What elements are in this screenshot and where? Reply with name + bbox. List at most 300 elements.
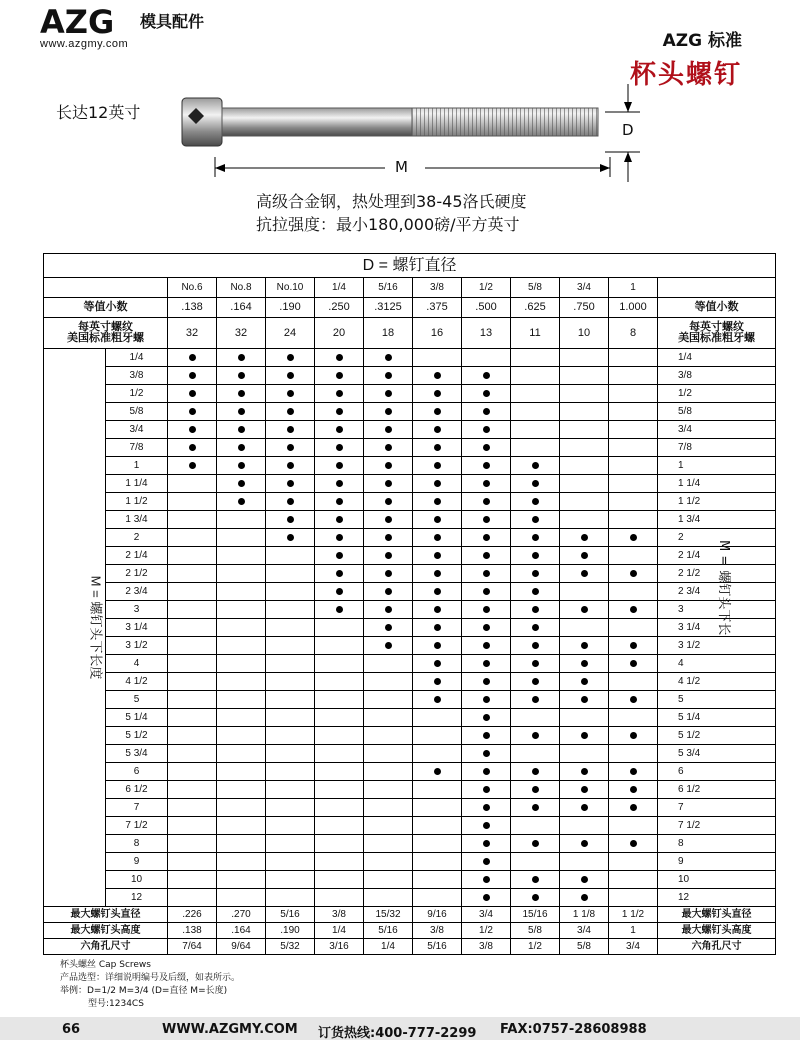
availability-dot bbox=[287, 372, 294, 379]
availability-cell bbox=[217, 799, 266, 817]
availability-dot bbox=[434, 408, 441, 415]
availability-cell bbox=[168, 637, 217, 655]
table-row bbox=[44, 457, 776, 475]
availability-cell bbox=[315, 745, 364, 763]
availability-cell bbox=[315, 403, 364, 421]
length-label-right: 5 bbox=[658, 691, 776, 709]
availability-dot bbox=[287, 534, 294, 541]
availability-cell bbox=[168, 583, 217, 601]
availability-cell bbox=[462, 835, 511, 853]
availability-cell bbox=[609, 817, 658, 835]
availability-cell bbox=[168, 457, 217, 475]
footer-row-value: 3/4 bbox=[609, 939, 658, 955]
footer-row-value: 1/2 bbox=[511, 939, 560, 955]
availability-dot bbox=[385, 552, 392, 559]
availability-dot bbox=[483, 714, 490, 721]
availability-cell bbox=[364, 637, 413, 655]
length-label: 5 1/4 bbox=[106, 709, 168, 727]
availability-cell bbox=[462, 781, 511, 799]
availability-cell bbox=[315, 871, 364, 889]
availability-cell bbox=[462, 889, 511, 907]
availability-dot bbox=[532, 642, 539, 649]
decimal-value: .190 bbox=[266, 298, 315, 318]
availability-cell bbox=[315, 367, 364, 385]
availability-dot bbox=[581, 732, 588, 739]
availability-dot bbox=[189, 408, 196, 415]
footer-row-value: 3/8 bbox=[315, 907, 364, 923]
availability-dot bbox=[483, 570, 490, 577]
availability-cell bbox=[168, 835, 217, 853]
availability-cell bbox=[315, 853, 364, 871]
length-label: 6 1/2 bbox=[106, 781, 168, 799]
product-title: 杯头螺钉 bbox=[629, 60, 742, 90]
availability-cell bbox=[217, 835, 266, 853]
availability-dot bbox=[483, 678, 490, 685]
availability-dot bbox=[336, 390, 343, 397]
availability-cell bbox=[609, 727, 658, 745]
availability-cell bbox=[511, 583, 560, 601]
availability-dot bbox=[483, 390, 490, 397]
availability-cell bbox=[560, 601, 609, 619]
footer-row-value: 1 1/2 bbox=[609, 907, 658, 923]
note-selection: 产品选型：详细说明编号及后缀，如表所示。 bbox=[60, 973, 241, 983]
footer-row-value: .138 bbox=[168, 923, 217, 939]
availability-dot bbox=[189, 390, 196, 397]
availability-dot bbox=[630, 696, 637, 703]
availability-cell bbox=[266, 529, 315, 547]
availability-cell bbox=[413, 889, 462, 907]
availability-dot bbox=[581, 570, 588, 577]
availability-cell bbox=[315, 529, 364, 547]
table-row bbox=[44, 889, 776, 907]
availability-dot bbox=[336, 372, 343, 379]
availability-cell bbox=[217, 871, 266, 889]
length-note: 长达12英寸 bbox=[56, 103, 141, 122]
availability-dot bbox=[581, 768, 588, 775]
availability-dot bbox=[630, 570, 637, 577]
availability-cell bbox=[462, 691, 511, 709]
availability-cell bbox=[462, 601, 511, 619]
length-label-right: 3/4 bbox=[658, 421, 776, 439]
footer-row-value: 1/4 bbox=[364, 939, 413, 955]
length-label: 2 1/2 bbox=[106, 565, 168, 583]
availability-cell bbox=[168, 709, 217, 727]
table-row bbox=[44, 565, 776, 583]
availability-dot bbox=[385, 462, 392, 469]
availability-cell bbox=[413, 853, 462, 871]
availability-dot bbox=[483, 858, 490, 865]
availability-dot bbox=[385, 588, 392, 595]
length-label-right: 1/4 bbox=[658, 349, 776, 367]
availability-dot bbox=[483, 696, 490, 703]
availability-dot bbox=[385, 480, 392, 487]
availability-cell bbox=[364, 691, 413, 709]
availability-cell bbox=[560, 817, 609, 835]
length-label-right: 3 bbox=[658, 601, 776, 619]
availability-cell bbox=[217, 547, 266, 565]
availability-cell bbox=[609, 709, 658, 727]
availability-cell bbox=[413, 529, 462, 547]
availability-cell bbox=[168, 565, 217, 583]
availability-cell bbox=[315, 349, 364, 367]
availability-cell bbox=[609, 529, 658, 547]
availability-cell bbox=[511, 529, 560, 547]
availability-dot bbox=[483, 660, 490, 667]
availability-cell bbox=[168, 547, 217, 565]
footer-row-value: 7/64 bbox=[168, 939, 217, 955]
availability-cell bbox=[217, 763, 266, 781]
availability-cell bbox=[560, 367, 609, 385]
tpi-value: 10 bbox=[560, 318, 609, 349]
availability-dot bbox=[238, 354, 245, 361]
availability-cell bbox=[315, 709, 364, 727]
availability-cell bbox=[168, 871, 217, 889]
availability-cell bbox=[168, 349, 217, 367]
availability-cell bbox=[560, 853, 609, 871]
decimal-value: .3125 bbox=[364, 298, 413, 318]
availability-dot bbox=[434, 480, 441, 487]
footer-row-value: .164 bbox=[217, 923, 266, 939]
availability-cell bbox=[462, 673, 511, 691]
decimal-value: .375 bbox=[413, 298, 462, 318]
availability-dot bbox=[532, 606, 539, 613]
availability-cell bbox=[315, 511, 364, 529]
corner-cell bbox=[44, 278, 168, 298]
availability-cell bbox=[560, 421, 609, 439]
availability-dot bbox=[434, 606, 441, 613]
footer-row-label-right: 最大螺钉头高度 bbox=[658, 923, 776, 939]
availability-dot bbox=[385, 624, 392, 631]
availability-cell bbox=[609, 655, 658, 673]
size-header: 1/2 bbox=[462, 278, 511, 298]
availability-cell bbox=[609, 763, 658, 781]
length-label-right: 7/8 bbox=[658, 439, 776, 457]
label-d: D bbox=[622, 121, 634, 139]
availability-dot bbox=[336, 354, 343, 361]
availability-dot bbox=[385, 444, 392, 451]
availability-cell bbox=[609, 691, 658, 709]
availability-dot bbox=[434, 624, 441, 631]
length-label: 1 1/2 bbox=[106, 493, 168, 511]
availability-cell bbox=[511, 817, 560, 835]
availability-cell bbox=[217, 637, 266, 655]
decimal-value: .164 bbox=[217, 298, 266, 318]
availability-cell bbox=[413, 799, 462, 817]
availability-cell bbox=[168, 529, 217, 547]
availability-dot bbox=[630, 534, 637, 541]
table-row bbox=[44, 403, 776, 421]
tpi-value: 8 bbox=[609, 318, 658, 349]
availability-cell bbox=[511, 799, 560, 817]
availability-dot bbox=[287, 444, 294, 451]
footer-row-value: .226 bbox=[168, 907, 217, 923]
footer-hotline: 订货热线:400-777-2299 bbox=[318, 1026, 477, 1041]
size-header: 1 bbox=[609, 278, 658, 298]
availability-cell bbox=[364, 709, 413, 727]
availability-cell bbox=[413, 637, 462, 655]
svg-text:AZG: AZG bbox=[40, 6, 115, 36]
length-label-right: 5 3/4 bbox=[658, 745, 776, 763]
availability-cell bbox=[511, 439, 560, 457]
availability-cell bbox=[168, 781, 217, 799]
length-label: 3 1/4 bbox=[106, 619, 168, 637]
decimal-value: .138 bbox=[168, 298, 217, 318]
availability-cell bbox=[217, 511, 266, 529]
length-label: 8 bbox=[106, 835, 168, 853]
availability-cell bbox=[364, 583, 413, 601]
availability-cell bbox=[511, 889, 560, 907]
availability-cell bbox=[315, 763, 364, 781]
length-label-right: 8 bbox=[658, 835, 776, 853]
length-label-right: 3 1/2 bbox=[658, 637, 776, 655]
azg-logo bbox=[40, 6, 126, 36]
decimal-value: 1.000 bbox=[609, 298, 658, 318]
availability-dot bbox=[483, 480, 490, 487]
availability-cell bbox=[168, 385, 217, 403]
availability-dot bbox=[238, 480, 245, 487]
decimal-value: .250 bbox=[315, 298, 364, 318]
size-header: No.6 bbox=[168, 278, 217, 298]
availability-dot bbox=[385, 534, 392, 541]
availability-dot bbox=[385, 516, 392, 523]
table-row bbox=[44, 511, 776, 529]
availability-dot bbox=[238, 498, 245, 505]
availability-cell bbox=[364, 547, 413, 565]
availability-cell bbox=[511, 367, 560, 385]
availability-cell bbox=[609, 601, 658, 619]
availability-cell bbox=[217, 889, 266, 907]
availability-cell bbox=[315, 781, 364, 799]
availability-cell bbox=[168, 421, 217, 439]
length-label: 7 bbox=[106, 799, 168, 817]
availability-dot bbox=[434, 588, 441, 595]
availability-cell bbox=[217, 349, 266, 367]
availability-cell bbox=[609, 781, 658, 799]
availability-dot bbox=[287, 498, 294, 505]
length-label: 2 3/4 bbox=[106, 583, 168, 601]
footer-row-value: 5/16 bbox=[413, 939, 462, 955]
availability-cell bbox=[266, 835, 315, 853]
availability-cell bbox=[462, 709, 511, 727]
length-label: 7/8 bbox=[106, 439, 168, 457]
length-label: 7 1/2 bbox=[106, 817, 168, 835]
availability-cell bbox=[168, 799, 217, 817]
length-label: 3/4 bbox=[106, 421, 168, 439]
availability-dot bbox=[238, 408, 245, 415]
availability-dot bbox=[434, 372, 441, 379]
table-row bbox=[44, 853, 776, 871]
availability-dot bbox=[532, 876, 539, 883]
length-label: 12 bbox=[106, 889, 168, 907]
spec-tensile: 抗拉强度：最小180,000磅/平方英寸 bbox=[256, 215, 520, 234]
availability-cell bbox=[511, 853, 560, 871]
availability-dot bbox=[336, 516, 343, 523]
length-label-right: 6 bbox=[658, 763, 776, 781]
note-model: 型号:1234CS bbox=[88, 999, 144, 1009]
decimal-value: .625 bbox=[511, 298, 560, 318]
availability-cell bbox=[511, 403, 560, 421]
availability-dot bbox=[287, 426, 294, 433]
table-row bbox=[44, 439, 776, 457]
availability-cell bbox=[609, 637, 658, 655]
availability-cell bbox=[266, 457, 315, 475]
availability-cell bbox=[364, 619, 413, 637]
availability-cell bbox=[462, 655, 511, 673]
availability-dot bbox=[287, 408, 294, 415]
length-label: 2 bbox=[106, 529, 168, 547]
length-label-right: 1 1/4 bbox=[658, 475, 776, 493]
availability-cell bbox=[168, 763, 217, 781]
availability-dot bbox=[483, 498, 490, 505]
availability-dot bbox=[434, 534, 441, 541]
footer-row-value: 3/8 bbox=[462, 939, 511, 955]
availability-cell bbox=[560, 583, 609, 601]
standard-label: AZG 标准 bbox=[662, 31, 742, 51]
availability-cell bbox=[560, 763, 609, 781]
availability-cell bbox=[217, 817, 266, 835]
tpi-value: 13 bbox=[462, 318, 511, 349]
availability-cell bbox=[560, 511, 609, 529]
availability-cell bbox=[413, 763, 462, 781]
availability-cell bbox=[364, 367, 413, 385]
availability-cell bbox=[315, 439, 364, 457]
availability-cell bbox=[413, 439, 462, 457]
length-label-right: 6 1/2 bbox=[658, 781, 776, 799]
availability-dot bbox=[483, 840, 490, 847]
availability-cell bbox=[364, 601, 413, 619]
spec-hardness: 高级合金钢，热处理到38-45洛氏硬度 bbox=[256, 192, 527, 211]
availability-cell bbox=[266, 511, 315, 529]
availability-dot bbox=[434, 552, 441, 559]
availability-cell bbox=[413, 817, 462, 835]
availability-cell bbox=[413, 745, 462, 763]
availability-cell bbox=[364, 853, 413, 871]
availability-cell bbox=[560, 655, 609, 673]
availability-cell bbox=[609, 385, 658, 403]
availability-dot bbox=[581, 786, 588, 793]
availability-cell bbox=[266, 583, 315, 601]
length-label: 2 1/4 bbox=[106, 547, 168, 565]
length-label-right: 2 3/4 bbox=[658, 583, 776, 601]
availability-cell bbox=[511, 781, 560, 799]
size-header: 1/4 bbox=[315, 278, 364, 298]
availability-cell bbox=[609, 619, 658, 637]
availability-cell bbox=[560, 871, 609, 889]
dimension-lines bbox=[200, 82, 650, 187]
length-label: 9 bbox=[106, 853, 168, 871]
availability-dot bbox=[483, 516, 490, 523]
table-row bbox=[44, 529, 776, 547]
availability-dot bbox=[189, 462, 196, 469]
footer-row-value: 1 bbox=[609, 923, 658, 939]
availability-cell bbox=[560, 835, 609, 853]
availability-dot bbox=[385, 390, 392, 397]
availability-cell bbox=[315, 835, 364, 853]
size-header: No.8 bbox=[217, 278, 266, 298]
availability-dot bbox=[287, 390, 294, 397]
footer-row-value: 5/8 bbox=[511, 923, 560, 939]
availability-cell bbox=[462, 745, 511, 763]
length-label: 1 3/4 bbox=[106, 511, 168, 529]
availability-cell bbox=[609, 493, 658, 511]
footer-row-value: 1/2 bbox=[462, 923, 511, 939]
availability-cell bbox=[511, 871, 560, 889]
table-row bbox=[44, 421, 776, 439]
footer-row-value: 3/8 bbox=[413, 923, 462, 939]
availability-cell bbox=[511, 835, 560, 853]
logo-url: www.azgmy.com bbox=[40, 38, 129, 50]
footer-row-value: 15/16 bbox=[511, 907, 560, 923]
availability-dot bbox=[483, 534, 490, 541]
availability-cell bbox=[364, 763, 413, 781]
availability-cell bbox=[217, 529, 266, 547]
availability-cell bbox=[266, 547, 315, 565]
availability-cell bbox=[364, 385, 413, 403]
availability-dot bbox=[532, 588, 539, 595]
availability-dot bbox=[532, 786, 539, 793]
availability-cell bbox=[560, 385, 609, 403]
table-row bbox=[44, 763, 776, 781]
availability-cell bbox=[364, 511, 413, 529]
footer-url[interactable]: WWW.AZGMY.COM bbox=[162, 1022, 298, 1037]
availability-cell bbox=[266, 403, 315, 421]
availability-cell bbox=[364, 349, 413, 367]
availability-cell bbox=[315, 619, 364, 637]
availability-cell bbox=[168, 727, 217, 745]
availability-dot bbox=[483, 804, 490, 811]
availability-dot bbox=[189, 426, 196, 433]
availability-cell bbox=[560, 403, 609, 421]
availability-cell bbox=[462, 799, 511, 817]
availability-cell bbox=[413, 727, 462, 745]
table-row bbox=[44, 637, 776, 655]
availability-cell bbox=[511, 709, 560, 727]
availability-cell bbox=[217, 781, 266, 799]
availability-cell bbox=[560, 565, 609, 583]
availability-cell bbox=[511, 457, 560, 475]
footer-row-value: 3/4 bbox=[462, 907, 511, 923]
availability-cell bbox=[168, 673, 217, 691]
availability-cell bbox=[168, 619, 217, 637]
availability-dot bbox=[434, 678, 441, 685]
availability-cell bbox=[609, 511, 658, 529]
length-label: 5 bbox=[106, 691, 168, 709]
length-label-right: 10 bbox=[658, 871, 776, 889]
label-m: M bbox=[395, 158, 408, 176]
table-row bbox=[44, 385, 776, 403]
availability-dot bbox=[483, 750, 490, 757]
availability-cell bbox=[217, 655, 266, 673]
availability-cell bbox=[462, 727, 511, 745]
availability-dot bbox=[336, 606, 343, 613]
availability-dot bbox=[434, 696, 441, 703]
footer-fax: FAX:0757-28608988 bbox=[500, 1022, 647, 1037]
footer-row-value: 5/32 bbox=[266, 939, 315, 955]
length-label-right: 2 bbox=[658, 529, 776, 547]
availability-dot bbox=[483, 426, 490, 433]
availability-cell bbox=[609, 673, 658, 691]
availability-cell bbox=[560, 745, 609, 763]
length-label-right: 7 1/2 bbox=[658, 817, 776, 835]
availability-cell bbox=[315, 817, 364, 835]
availability-dot bbox=[630, 606, 637, 613]
availability-cell bbox=[168, 475, 217, 493]
availability-cell bbox=[560, 619, 609, 637]
tpi-value: 20 bbox=[315, 318, 364, 349]
availability-cell bbox=[266, 727, 315, 745]
availability-dot bbox=[287, 516, 294, 523]
availability-dot bbox=[483, 606, 490, 613]
